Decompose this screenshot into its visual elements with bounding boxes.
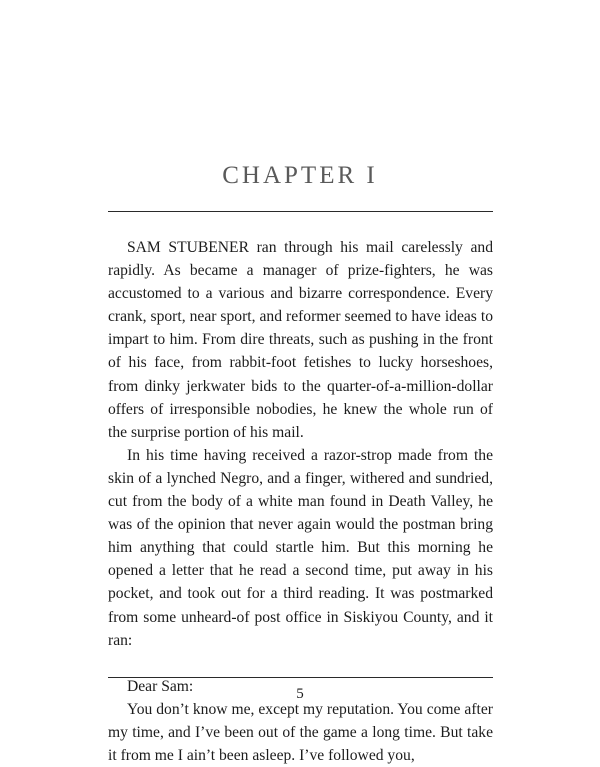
top-rule (108, 211, 493, 212)
letter-greeting: Dear Sam: (127, 677, 194, 695)
paragraph: SAM STUBENER ran through his mail carelessly and rapidly. As became a manager of prize-fighters, he was accustomed to a various and bizarre correspondence. Every crank, sport, near sport, and reformer seemed to have ideas to impart to him. From dire threats, such as pushing in the front of his face, from rabbit-foot fetishes to lucky horseshoes, from dinky jerkwater bids to the quarter-of-a-million-dollar offers of irresponsible nobodies, he knew the whole run of the surprise portion of his mail. (108, 239, 493, 441)
page-number: 5 (296, 686, 304, 702)
paragraph: In his time having received a razor-strop made from the skin of a lynched Negro, and a finger, withered and sundried, cut from the body of a white man found in Death Valley, he was of the opinion that never again would the postman bring him anything that could startle him. But this morning he opened a letter that he read a second time, put away in his pocket, and took out for a third reading. It was postmarked from some unheard-of post office in Siskiyou County, and it ran: (108, 446, 493, 649)
bottom-rule (108, 677, 493, 678)
letter-paragraph: You don’t know me, except my reputation. You come after my time, and I’ve been out of the game a long time. But take it from me I ain’t been asleep. I’ve followed you, (108, 700, 493, 764)
chapter-title: CHAPTER I (222, 162, 378, 189)
